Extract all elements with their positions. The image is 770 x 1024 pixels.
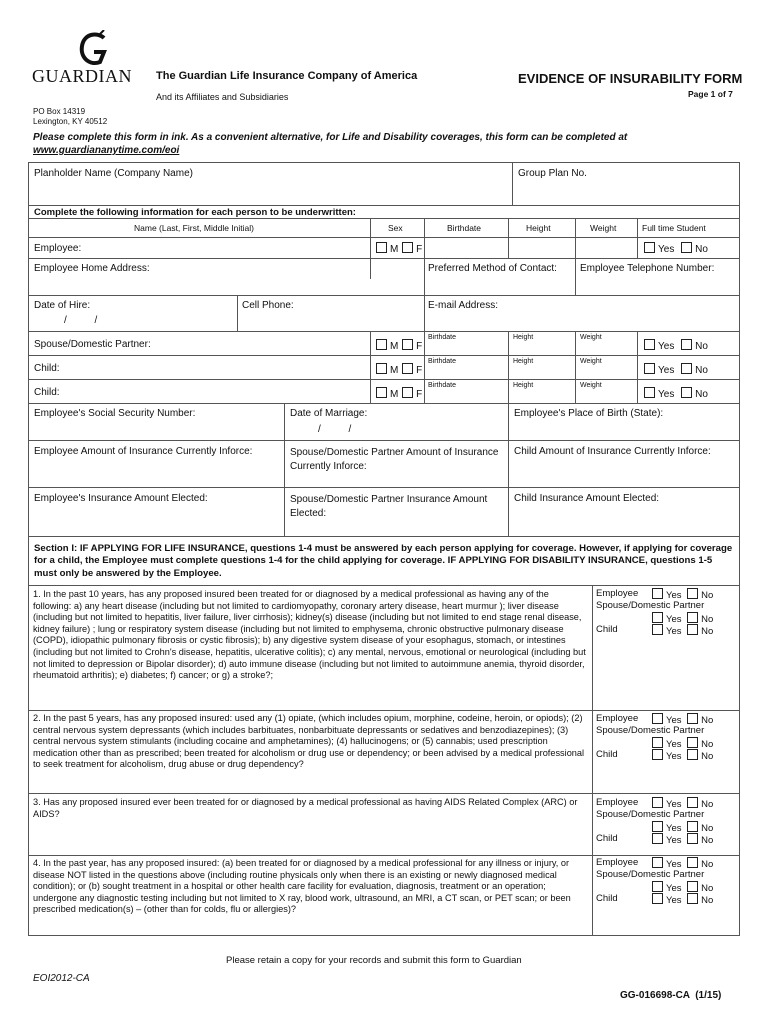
- q2-child-yes[interactable]: [652, 749, 663, 760]
- q3-child-yes[interactable]: [652, 833, 663, 844]
- contact-method-label: Preferred Method of Contact:: [428, 263, 557, 274]
- yes-label: Yes: [666, 883, 682, 894]
- guardian-g-icon: [74, 30, 114, 70]
- spouse-male-checkbox[interactable]: [376, 339, 387, 350]
- ch-inforce-label: Child Amount of Insurance Currently Inforce:: [514, 446, 711, 457]
- q2-spouse-yes[interactable]: [652, 737, 663, 748]
- child2-student: [644, 387, 708, 400]
- employee-student: [644, 242, 708, 255]
- instruction: Please complete this form in ink. As a convenient alternative, for Life and Disability coverages, this form can be completed at: [33, 132, 628, 143]
- no-label: No: [695, 389, 708, 400]
- q1-child-yes[interactable]: [652, 624, 663, 635]
- child1-student: [644, 363, 708, 376]
- employee-female-checkbox[interactable]: [402, 242, 413, 253]
- spouse-option-label: Spouse/Domestic Partner: [596, 809, 705, 820]
- f-label: F: [416, 365, 423, 376]
- q1-spouse-yes[interactable]: [652, 612, 663, 623]
- guardian-logo: [32, 30, 152, 86]
- q1-employee-yes[interactable]: [652, 588, 663, 599]
- yes-label: Yes: [666, 799, 682, 810]
- q4-spouse-yes[interactable]: [652, 881, 663, 892]
- no-label: No: [701, 799, 714, 810]
- yes-label: Yes: [666, 626, 682, 637]
- cell-phone-label: Cell Phone:: [242, 300, 294, 311]
- yes-label: Yes: [666, 823, 682, 834]
- telephone-label: Employee Telephone Number:: [580, 263, 715, 274]
- company-name: The Guardian Life Insurance Company of America: [156, 70, 418, 82]
- group-plan-label: Group Plan No.: [518, 168, 587, 179]
- planholder-name-label: Planholder Name (Company Name): [34, 168, 193, 179]
- marriage-label: Date of Marriage:: [290, 408, 368, 419]
- form-title: EVIDENCE OF INSURABILITY FORM: [518, 71, 743, 86]
- child1-birthdate-label: Birthdate: [428, 358, 457, 365]
- child2-height-label: Height: [513, 382, 534, 389]
- col-student: Full time Student: [642, 223, 706, 233]
- q1-employee-no[interactable]: [687, 588, 698, 599]
- logo-word: GUARDIAN: [32, 66, 132, 86]
- q1-spouse-no[interactable]: [687, 612, 698, 623]
- home-address-label: Employee Home Address:: [34, 263, 150, 274]
- no-label: No: [695, 365, 708, 376]
- q3-employee-no[interactable]: [687, 797, 698, 808]
- spouse-option-label: Spouse/Domestic Partner: [596, 869, 705, 880]
- spouse-birthdate-label: Birthdate: [428, 334, 457, 341]
- employee-male-checkbox[interactable]: [376, 242, 387, 253]
- sp-elected-label: Spouse/Domestic Partner Insurance Amount Elected:: [290, 494, 488, 519]
- yes-label: Yes: [666, 751, 682, 762]
- date-of-hire-label: Date of Hire:: [34, 300, 91, 311]
- child2-birthdate-label: Birthdate: [428, 382, 457, 389]
- q2-options: [596, 713, 736, 761]
- col-birthdate: Birthdate: [447, 223, 482, 233]
- emp-inforce-label: Employee Amount of Insurance Currently Inforce:: [34, 446, 253, 457]
- spouse-height-label: Height: [513, 334, 534, 341]
- spouse-label: Spouse/Domestic Partner:: [34, 339, 151, 350]
- po-box: PO Box 14319: [33, 107, 86, 116]
- date-of-hire-slashes: / /: [64, 315, 98, 326]
- q2-child-no[interactable]: [687, 749, 698, 760]
- q2-employee-yes[interactable]: [652, 713, 663, 724]
- f-label: F: [416, 244, 423, 255]
- email-label: E-mail Address:: [428, 300, 499, 311]
- yes-label: Yes: [666, 859, 682, 870]
- ssn-label: Employee's Social Security Number:: [34, 408, 196, 419]
- document-id: GG-016698-CA (1/15): [620, 990, 722, 1001]
- section1-heading: Section I: IF APPLYING FOR LIFE INSURANCE, questions 1-4 must be answered by each person applying for coverage. However, if applying for coverage for a child, the Employee must complete questions 1-4 for the child applying for coverage. IF APPLYING FOR DISABILITY INSURANCE, questions 1-5 must only be answered by the Employee.: [34, 543, 733, 579]
- m-label: M: [390, 389, 399, 400]
- no-label: No: [695, 341, 708, 352]
- child2-student-yes-checkbox[interactable]: [644, 387, 655, 398]
- emp-elected-label: Employee's Insurance Amount Elected:: [34, 493, 208, 504]
- employee-option-label: Employee: [596, 588, 639, 599]
- affiliates: And its Affiliates and Subsidiaries: [156, 92, 289, 102]
- no-label: No: [701, 626, 714, 637]
- child2-female-checkbox[interactable]: [402, 387, 413, 398]
- no-label: No: [701, 739, 714, 750]
- col-weight: Weight: [590, 223, 617, 233]
- yes-label: Yes: [666, 895, 682, 906]
- planholder-name-field[interactable]: [30, 182, 510, 204]
- yes-label: Yes: [666, 835, 682, 846]
- q3-child-no[interactable]: [687, 833, 698, 844]
- spouse-option-label: Spouse/Domestic Partner: [596, 725, 705, 736]
- q3-options: [596, 797, 736, 845]
- employee-option-label: Employee: [596, 797, 639, 808]
- f-label: F: [416, 341, 423, 352]
- child1-weight-label: Weight: [580, 358, 602, 365]
- no-label: No: [701, 590, 714, 601]
- q3-employee-yes[interactable]: [652, 797, 663, 808]
- employee-sex: [376, 242, 422, 255]
- child2-label: Child:: [34, 387, 60, 398]
- q4-employee-yes[interactable]: [652, 857, 663, 868]
- child2-weight-label: Weight: [580, 382, 602, 389]
- student-yes-checkbox[interactable]: [644, 242, 655, 253]
- spouse-female-checkbox[interactable]: [402, 339, 413, 350]
- child1-label: Child:: [34, 363, 60, 374]
- birth-place-label: Employee's Place of Birth (State):: [514, 408, 664, 419]
- spouse-weight-label: Weight: [580, 334, 602, 341]
- sp-inforce-label: Spouse/Domestic Partner Amount of Insurance Currently Inforce:: [290, 447, 499, 472]
- no-label: No: [701, 895, 714, 906]
- no-label: No: [701, 883, 714, 894]
- col-name: Name (Last, First, Middle Initial): [134, 223, 254, 233]
- q4-child-yes[interactable]: [652, 893, 663, 904]
- child-option-label: Child: [596, 749, 618, 760]
- child2-sex: [376, 387, 422, 400]
- yes-label: Yes: [666, 590, 682, 601]
- m-label: M: [390, 365, 399, 376]
- spouse-sex: [376, 339, 422, 352]
- q1-options: [596, 588, 736, 636]
- f-label: F: [416, 389, 423, 400]
- col-height: Height: [526, 223, 551, 233]
- spouse-student: [644, 339, 708, 352]
- yes-label: Yes: [666, 614, 682, 625]
- spouse-student-no-checkbox[interactable]: [681, 339, 692, 350]
- q3-spouse-no[interactable]: [687, 821, 698, 832]
- no-label: No: [701, 823, 714, 834]
- no-label: No: [695, 244, 708, 255]
- yes-label: Yes: [658, 341, 675, 352]
- city: Lexington, KY 40512: [33, 117, 108, 126]
- yes-label: Yes: [658, 244, 675, 255]
- employee-label: Employee:: [34, 243, 82, 254]
- q4-spouse-no[interactable]: [687, 881, 698, 892]
- child2-male-checkbox[interactable]: [376, 387, 387, 398]
- m-label: M: [390, 244, 399, 255]
- q4-options: [596, 857, 736, 905]
- group-plan-field[interactable]: [514, 182, 738, 204]
- child-option-label: Child: [596, 833, 618, 844]
- child1-student-no-checkbox[interactable]: [681, 363, 692, 374]
- no-label: No: [701, 715, 714, 726]
- question-1: 1. In the past 10 years, has any proposed insured been treated for or diagnosed by a medical professional as having any of the following: a) any heart disease (including but not limited to cardiomyopathy, coronary artery disease, heart murmur ); liver disease (including but not limited to hepatitis, liver failure, liver cirrhosis); kidney(s) disease (including but not limited to end stage renal disease, kidney failure) ; lung or respiratory system disease (including but not limited to emphysema, chronic obstructive pulmonary disease (COPD), idiopathic pulmonary fibrosis or cystic fibrosis); b) any digestive system disease of your esophagus, stomach, or intestines (including but not limited to Crohn's disease, hepatitis, ulcerative colitis); c) any mental, nervous, emotional or neurological (including but not limited to depression or Bipolar disorder); d) auto immune disease (including but not limited to autoimmune anemia, thyroid disorder, rheumatoid arthritis); e) diabetes; f) cancer; or g) a stroke?;: [33, 589, 586, 681]
- child2-student-no-checkbox[interactable]: [681, 387, 692, 398]
- col-sex: Sex: [388, 223, 403, 233]
- no-label: No: [701, 835, 714, 846]
- yes-label: Yes: [666, 739, 682, 750]
- child1-student-yes-checkbox[interactable]: [644, 363, 655, 374]
- q3-spouse-yes[interactable]: [652, 821, 663, 832]
- q4-child-no[interactable]: [687, 893, 698, 904]
- employee-option-label: Employee: [596, 713, 639, 724]
- yes-label: Yes: [658, 389, 675, 400]
- retain-note: Please retain a copy for your records and submit this form to Guardian: [226, 955, 522, 966]
- child-option-label: Child: [596, 624, 618, 635]
- child1-male-checkbox[interactable]: [376, 363, 387, 374]
- student-no-checkbox[interactable]: [681, 242, 692, 253]
- yes-label: Yes: [666, 715, 682, 726]
- child1-sex: [376, 363, 422, 376]
- q4-employee-no[interactable]: [687, 857, 698, 868]
- child1-height-label: Height: [513, 358, 534, 365]
- yes-label: Yes: [658, 365, 675, 376]
- m-label: M: [390, 341, 399, 352]
- guardian-url[interactable]: www.guardiananytime.com/eoi: [33, 145, 180, 156]
- q1-child-no[interactable]: [687, 624, 698, 635]
- persons-heading: Complete the following information for each person to be underwritten:: [34, 207, 356, 218]
- marriage-slashes: / /: [318, 424, 352, 435]
- child1-female-checkbox[interactable]: [402, 363, 413, 374]
- question-2: 2. In the past 5 years, has any proposed insured: used any (1) opiate, (which includes opium, morphine, codeine, heroin, or opiods); (2) central nervous system depressants (which includes barbituates, nonbarbituate depressants or sedatives and benzodiazepines); (3) central nervous system stimulants (including cocaine and amphetamines); (4) hallucinogens; or (5) cannabis; used prescription medication other than as prescribed; been treated for alcoholism or drug use or dependency; or been advised by a medical professional to seek treatment for alcoholism, drug abuse or drug dependency?: [33, 713, 585, 770]
- q2-employee-no[interactable]: [687, 713, 698, 724]
- page-number: Page 1 of 7: [688, 89, 733, 99]
- spouse-option-label: Spouse/Domestic Partner: [596, 600, 705, 611]
- no-label: No: [701, 614, 714, 625]
- no-label: No: [701, 859, 714, 870]
- employee-option-label: Employee: [596, 857, 639, 868]
- spouse-student-yes-checkbox[interactable]: [644, 339, 655, 350]
- ch-elected-label: Child Insurance Amount Elected:: [514, 493, 660, 504]
- question-4: 4. In the past year, has any proposed insured: (a) been treated for or diagnosed by a medical professional for any illness or injury, or disease NOT listed in the questions above (including routine physicals only when there is an existing or newly diagnosed medical condition); or (b) sought treatment in a hospital or other health care facility for evaluation, diagnosis, treatment or an operation; undergone any diagnostic testing including but not limited to X ray, blood work, ultrasound, an MRI, a CT scan, or PET scan; or been prescribed medication(s) – (other than for colds, flu or allergies)?: [33, 858, 571, 915]
- no-label: No: [701, 751, 714, 762]
- q2-spouse-no[interactable]: [687, 737, 698, 748]
- child-option-label: Child: [596, 893, 618, 904]
- question-3: 3. Has any proposed insured ever been treated for or diagnosed by a medical professional as having AIDS Related Complex (ARC) or AIDS?: [33, 797, 578, 819]
- form-code: EOI2012-CA: [33, 973, 90, 984]
